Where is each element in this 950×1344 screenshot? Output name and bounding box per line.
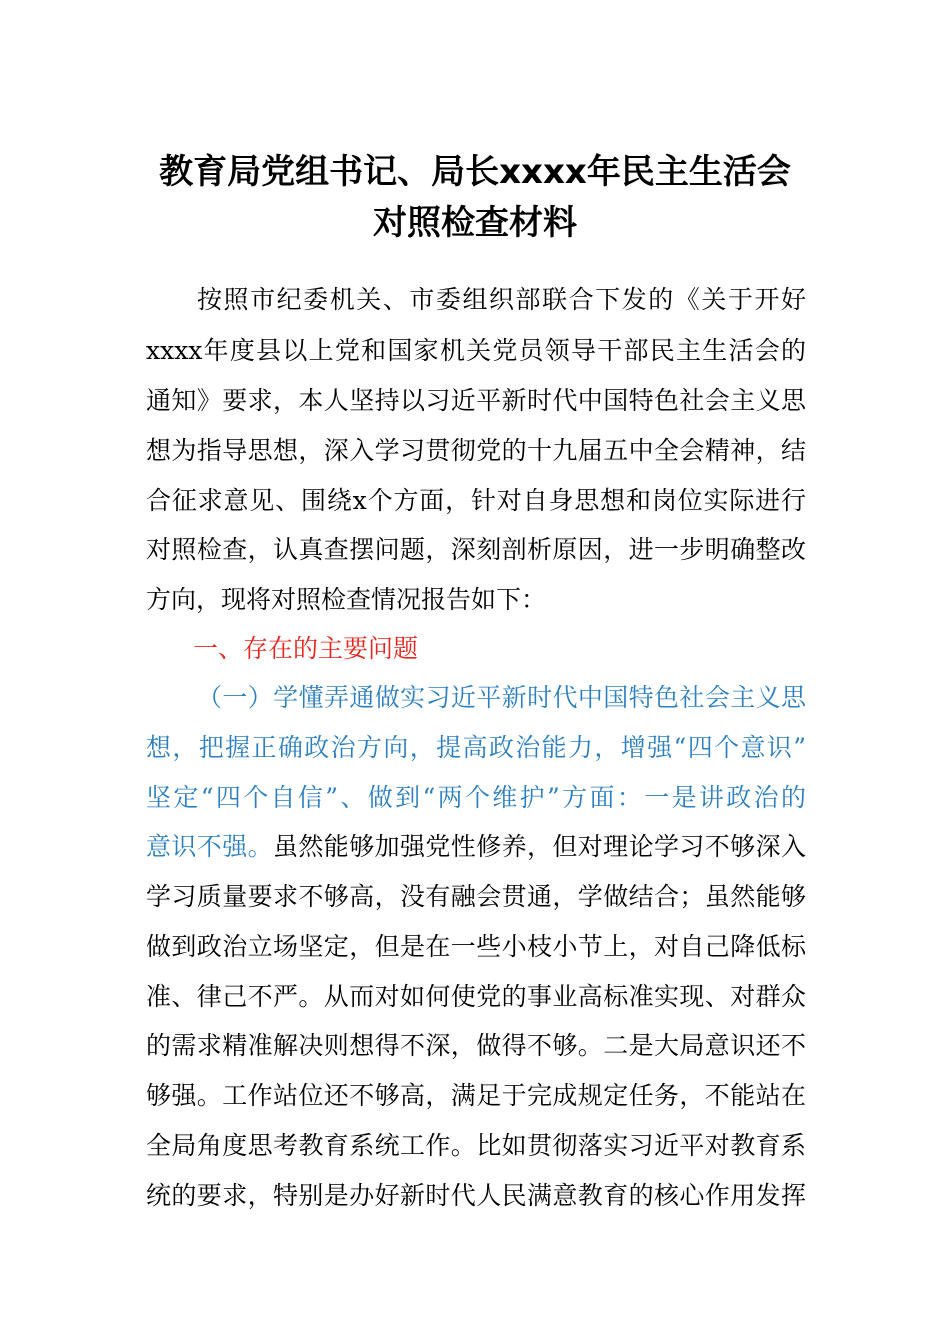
section-heading-problems: 一、存在的主要问题 bbox=[193, 634, 419, 663]
intro-paragraph-line: 按照市纪委机关、市委组织部联合下发的《关于开好 bbox=[197, 285, 806, 314]
body-paragraph-line: 够强。工作站位还不够高，满足于完成规定任务，不能站在 bbox=[146, 1081, 806, 1110]
body-text-segment: 虽然能够加强党性修养，但对理论学习不够深入 bbox=[273, 832, 806, 861]
intro-paragraph-line: xxxx年度县以上党和国家机关党员领导干部民主生活会的 bbox=[146, 336, 806, 365]
body-paragraph-line: 做到政治立场坚定，但是在一些小枝小节上，对自己降低标 bbox=[146, 932, 806, 961]
subsection-heading-line: （一）学懂弄通做实习近平新时代中国特色社会主义思 bbox=[197, 683, 806, 712]
body-paragraph-line: 全局角度思考教育系统工作。比如贯彻落实习近平对教育系 bbox=[146, 1131, 806, 1160]
intro-paragraph-line: 想为指导思想，深入学习贯彻党的十九届五中全会精神，结 bbox=[146, 436, 806, 465]
intro-paragraph-line: 通知》要求，本人坚持以习近平新时代中国特色社会主义思 bbox=[146, 386, 806, 415]
document-title-line-2: 对照检查材料 bbox=[373, 203, 577, 243]
body-paragraph-line: 的需求精准解决则想得不深，做得不够。二是大局意识还不 bbox=[146, 1031, 806, 1060]
intro-paragraph-line: 对照检查，认真查摆问题，深刻剖析原因，进一步明确整改 bbox=[146, 535, 806, 564]
intro-paragraph-line: 方向，现将对照检查情况报告如下： bbox=[146, 585, 547, 614]
body-paragraph-line: 学习质量要求不够高，没有融会贯通，学做结合；虽然能够 bbox=[146, 882, 806, 911]
subsection-heading-tail: 意识不强。 bbox=[146, 832, 273, 861]
document-title-line-1: 教育局党组书记、局长xxxx年民主生活会 bbox=[159, 152, 791, 192]
body-paragraph-line: 统的要求，特别是办好新时代人民满意教育的核心作用发挥 bbox=[146, 1181, 806, 1210]
mixed-paragraph-line bbox=[146, 822, 806, 872]
subsection-heading-line: 想，把握正确政治方向，提高政治能力，增强“四个意识” bbox=[146, 733, 806, 762]
body-paragraph-line: 准、律己不严。从而对如何使党的事业高标准实现、对群众 bbox=[146, 982, 806, 1011]
subsection-heading-line: 坚定“四个自信”、做到“两个维护”方面：一是讲政治的 bbox=[146, 783, 806, 812]
intro-paragraph-line: 合征求意见、围绕x个方面，针对自身思想和岗位实际进行 bbox=[146, 486, 806, 515]
